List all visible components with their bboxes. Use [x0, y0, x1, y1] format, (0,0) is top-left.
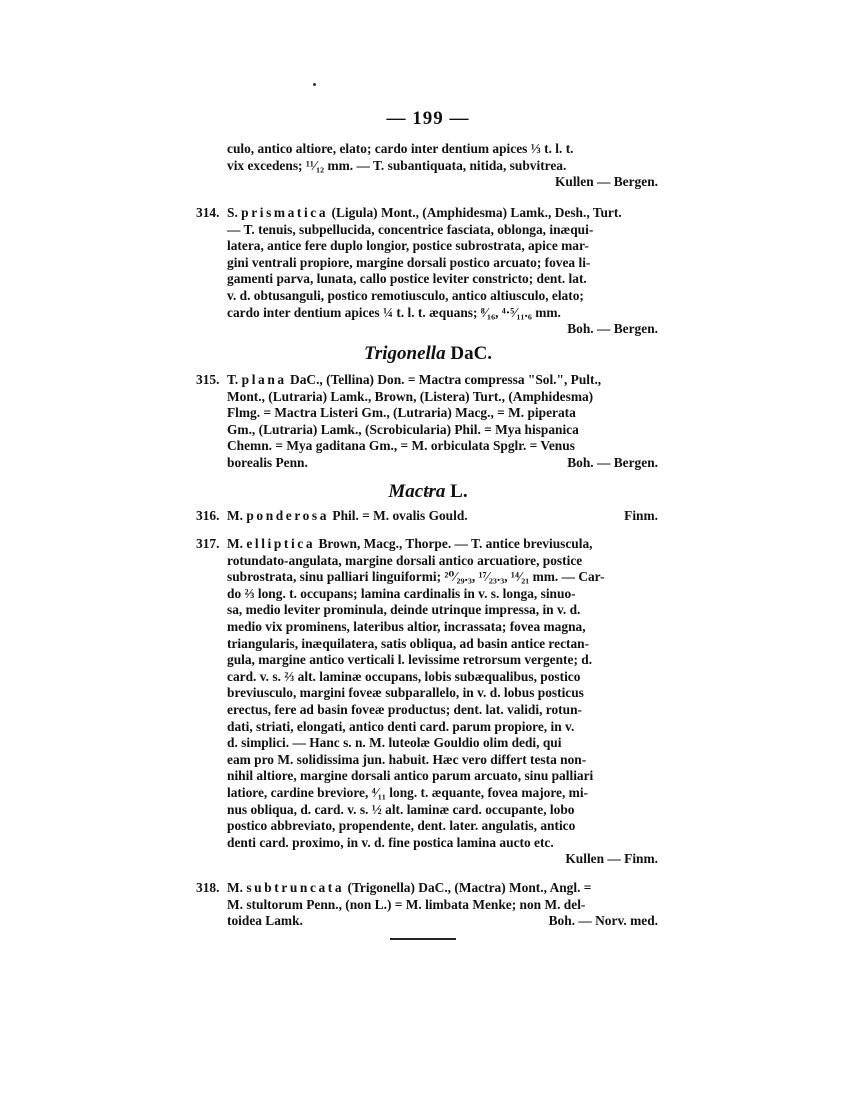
- text-line: Flmg. = Mactra Listeri Gm., (Lutraria) Macg., = M. piperata: [227, 405, 576, 421]
- page-number-header: — 199 —: [386, 108, 470, 129]
- species-name: ponderosa: [246, 508, 330, 523]
- synonymy: Phil. = M. ovalis Gould.: [332, 508, 468, 523]
- text-line: Mont., (Lutraria) Lamk., Brown, (Listera) Turt., (Amphidesma): [227, 388, 594, 404]
- locality: Kullen — Bergen.: [554, 174, 658, 190]
- entry-number: 316.: [196, 508, 220, 523]
- locality: Boh. — Bergen.: [567, 321, 658, 337]
- text-line: M. stultorum Penn., (non L.) = M. limbata Menke; non M. del-: [227, 896, 586, 912]
- text-line: d. simplici. — Hanc s. n. M. luteolæ Gouldio olim dedi, qui: [227, 735, 562, 751]
- genus-abbr: S.: [227, 205, 238, 220]
- text-line: Gm., (Lutraria) Lamk., (Scrobicularia) Phil. = Mya hispanica: [227, 421, 579, 437]
- species-name: plana: [241, 372, 287, 387]
- text-line: do ⅔ long. t. occupans; lamina cardinalis in v. s. longa, sinuo-: [227, 585, 576, 601]
- ink-speck: [313, 83, 316, 86]
- text-line: latera, antice fere duplo longior, postice subrostrata, apice mar-: [227, 238, 589, 254]
- entry-number: 314.: [196, 205, 220, 220]
- text-line: nus obliqua, d. card. v. s. ½ alt. laminæ card. occupante, lobo: [227, 801, 575, 817]
- text-line: triangularis, inæquilatera, satis obliqua, ad basin antice rectan-: [227, 635, 590, 651]
- text-line: cardo inter dentium apices ¼ t. l. t. æquans; ⁸⁄₁₆, ⁴·⁵⁄₁₁.₆ mm.: [227, 304, 561, 320]
- synonymy: (Trigonella) DaC., (Mactra) Mont., Angl. =: [347, 880, 592, 895]
- genus-abbr: T.: [227, 372, 239, 387]
- entry-316: [196, 508, 658, 525]
- text-line: — T. tenuis, subpellucida, concentrice fasciata, oblonga, inæqui-: [227, 221, 594, 237]
- entry-317: [196, 536, 658, 868]
- synonymy: (Ligula) Mont., (Amphidesma) Lamk., Desh., Turt.: [331, 205, 622, 220]
- text-line: postico abbreviato, propendente, dent. later. angulatis, antico: [227, 818, 576, 834]
- genus-heading-mactra: [0, 481, 856, 503]
- entry-318: [196, 880, 658, 930]
- text-line: denti card. proximo, in v. d. fine postica lamina aucto etc.: [227, 834, 554, 850]
- genus-heading-trigonella: [0, 343, 856, 365]
- entry-number: 315.: [196, 372, 220, 387]
- text-line: culo, antico altiore, elato; cardo inter dentium apices ⅓ t. l. t.: [227, 141, 574, 156]
- genus-abbr: M.: [227, 880, 243, 895]
- text-line: toidea Lamk.: [227, 913, 303, 929]
- species-name: prismatica: [241, 205, 329, 220]
- text-line: gini ventrali propiore, margine dorsali postico arcuato; fovea li-: [227, 254, 591, 270]
- text-line: gula, margine antico verticali l. levissime retrorsum vergente; d.: [227, 652, 593, 668]
- species-name: elliptica: [246, 536, 316, 551]
- genus-name: Mactra: [388, 481, 446, 502]
- species-name: subtruncata: [246, 880, 345, 895]
- text-line: nihil altiore, margine dorsali antico parum arcuato, sinu palliari: [227, 768, 594, 784]
- end-rule: [390, 938, 456, 940]
- text-line: breviusculo, margini foveæ subparallelo, in v. d. lobus posticus: [227, 685, 584, 701]
- locality: Boh. — Bergen.: [567, 454, 658, 470]
- text-line: gamenti parva, lunata, callo postice leviter constricto; dent. lat.: [227, 271, 587, 287]
- locality: Kullen — Finm.: [565, 851, 658, 867]
- entry-number: 317.: [196, 536, 220, 551]
- text-line: medio vix prominens, lateribus altior, incrassata; fovea magna,: [227, 618, 586, 634]
- text-line: Chemn. = Mya gaditana Gm., = M. orbiculata Spglr. = Venus: [227, 438, 575, 454]
- locality: Finm.: [624, 508, 658, 523]
- text-line: eam pro M. solidissima jun. habuit. Hæc vero differt testa non-: [227, 751, 587, 767]
- continuation-paragraph: [196, 141, 658, 191]
- genus-author: L.: [450, 481, 468, 502]
- text-line: erectus, fere ad basin foveæ productus; dent. lat. validi, rotun-: [227, 701, 582, 717]
- entry-number: 318.: [196, 880, 220, 895]
- genus-author: DaC.: [450, 343, 493, 364]
- genus-name: Trigonella: [363, 343, 446, 364]
- text-line: borealis Penn.: [227, 454, 308, 470]
- synonymy: Brown, Macg., Thorpe. — T. antice breviuscula,: [318, 536, 593, 551]
- text-line: card. v. s. ⅔ alt. laminæ occupans, lobis subæqualibus, postico: [227, 668, 581, 684]
- genus-abbr: M.: [227, 536, 243, 551]
- text-line: sa, medio leviter prominula, deinde utrinque impressa, in v. d.: [227, 602, 581, 618]
- text-line: latiore, cardine breviore, ⁴⁄₁₁ long. t. æquante, fovea majore, mi-: [227, 784, 589, 800]
- entry-314: [196, 205, 658, 338]
- text-line: vix excedens; ¹¹⁄₁₂ mm. — T. subantiquata, nitida, subvitrea.: [227, 157, 567, 173]
- text-line: rotundato-angulata, margine dorsali antico arcuatiore, postice: [227, 552, 583, 568]
- entry-315: [196, 372, 658, 472]
- locality: Boh. — Norv. med.: [548, 913, 658, 929]
- text-line: subrostrata, sinu palliari linguiformi; ²⁰⁄₂₉.₃, ¹⁷⁄₂₃.₃, ¹⁴⁄₂₁ mm. — Car-: [227, 569, 605, 585]
- synonymy: DaC., (Tellina) Don. = Mactra compressa "Sol.", Pult.,: [290, 372, 602, 387]
- genus-abbr: M.: [227, 508, 243, 523]
- text-line: v. d. obtusanguli, postico remotiusculo, antico altiusculo, elato;: [227, 287, 584, 303]
- text-line: dati, striati, elongati, antico denti card. parum propiore, in v.: [227, 718, 575, 734]
